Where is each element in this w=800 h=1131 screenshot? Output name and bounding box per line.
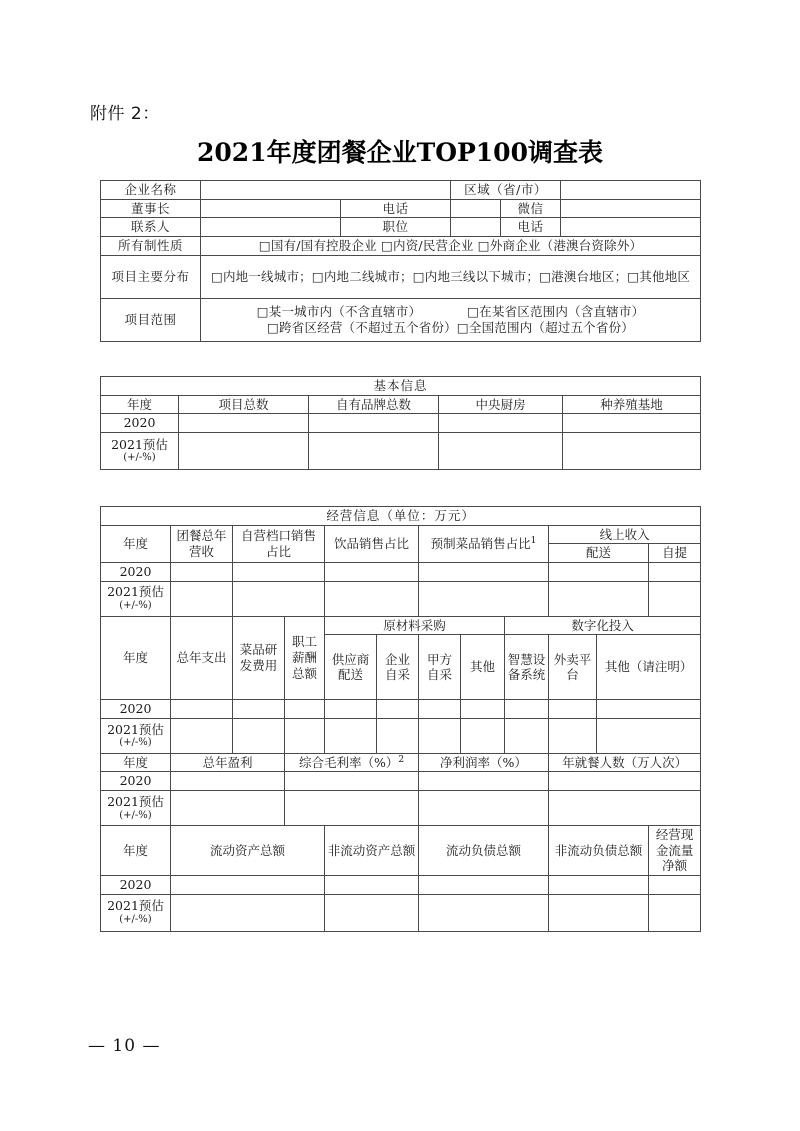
cell-other-digital-2020[interactable] <box>597 700 701 719</box>
cell-own-brands-2021[interactable] <box>309 432 439 469</box>
basic-info-table <box>100 376 701 470</box>
cell-total-projects-2021[interactable] <box>179 432 309 469</box>
label-position: 职位 <box>341 218 451 237</box>
cell-central-kitchen-2020[interactable] <box>439 414 563 433</box>
label-wechat: 微信 <box>501 199 561 218</box>
row-year-2021-est <box>101 432 179 469</box>
scope-option-nationwide[interactable]: □全国范围内（超过五个省份） <box>456 319 634 335</box>
table-row <box>101 616 701 635</box>
table-row <box>101 395 701 414</box>
header-total-projects: 项目总数 <box>179 395 309 414</box>
label-contact-phone: 电话 <box>501 218 561 237</box>
cell-enterprise-purchase-2020[interactable] <box>377 700 419 719</box>
label-project-scope: 项目范围 <box>101 298 201 341</box>
table-row <box>101 414 701 433</box>
cell-total-profit-2020[interactable] <box>171 772 285 791</box>
header-expense-year: 年度 <box>101 616 171 700</box>
cell-total-expense-2020[interactable] <box>171 700 233 719</box>
cell-beverage-2021[interactable] <box>325 581 419 616</box>
cell-net-margin-2021[interactable] <box>419 791 549 826</box>
header-raw-material: 原材料采购 <box>325 616 505 635</box>
header-rd-expense: 菜品研发费用 <box>233 616 285 700</box>
cell-noncurrent-assets-2020[interactable] <box>325 875 419 894</box>
header-online-delivery: 配送 <box>549 544 649 563</box>
label-ownership: 所有制性质 <box>101 236 201 255</box>
cell-rd-expense-2021[interactable] <box>233 718 285 753</box>
table-row <box>101 298 701 341</box>
header-total-profit: 总年盈利 <box>171 753 285 772</box>
scope-option-city[interactable]: □某一城市内（不含直辖市） <box>256 303 422 319</box>
project-scope-line-2 <box>203 320 698 336</box>
ownership-options[interactable]: □国有/国有控股企业 □内资/民营企业 □外商企业（港澳台资除外） <box>201 236 701 255</box>
cell-online-pickup-2021[interactable] <box>649 581 701 616</box>
header-beverage-ratio: 饮品销售占比 <box>325 525 419 562</box>
cell-smart-equipment-2021[interactable] <box>505 718 549 753</box>
scope-option-multiprovince[interactable]: □跨省区经营（不超过五个省份） <box>267 319 457 335</box>
cell-beverage-2020[interactable] <box>325 562 419 581</box>
project-distribution-options[interactable]: □内地一线城市；□内地二线城市；□内地三线以下城市；□港澳台地区；□其他地区 <box>201 255 701 298</box>
cell-online-delivery-2020[interactable] <box>549 562 649 581</box>
table-row <box>101 875 701 894</box>
table-row <box>101 562 701 581</box>
cell-gross-margin-2021[interactable] <box>285 791 419 826</box>
header-total-expense: 总年支出 <box>171 616 233 700</box>
cell-current-assets-2020[interactable] <box>171 875 325 894</box>
cell-other-digital-2021[interactable] <box>597 718 701 753</box>
operating-info-table <box>100 506 701 932</box>
table-row <box>101 753 701 772</box>
cell-current-liabilities-2020[interactable] <box>419 875 549 894</box>
table-row <box>101 791 701 826</box>
header-revenue-year: 年度 <box>101 525 171 562</box>
table-row <box>101 772 701 791</box>
table-row <box>101 700 701 719</box>
assets-year-2021-label: 2021预估 <box>107 898 164 914</box>
field-chairman[interactable] <box>201 199 341 218</box>
label-company-name: 企业名称 <box>101 181 201 200</box>
row-expense-2020: 2020 <box>101 700 171 719</box>
cell-farming-base-2021[interactable] <box>563 432 701 469</box>
cell-supplier-delivery-2021[interactable] <box>325 718 377 753</box>
field-wechat[interactable] <box>561 199 701 218</box>
cell-client-purchase-2021[interactable] <box>419 718 461 753</box>
header-current-liabilities: 流动负债总额 <box>419 826 549 876</box>
expense-year-2021-label: 2021预估 <box>107 721 164 737</box>
header-annual-diners: 年就餐人数（万人次） <box>549 753 701 772</box>
header-operating-cash-flow: 经营现金流量净额 <box>649 826 701 876</box>
row-profit-2020: 2020 <box>101 772 171 791</box>
header-net-margin: 净利润率（%） <box>419 753 549 772</box>
table-row <box>101 432 701 469</box>
label-region: 区域（省/市） <box>451 181 561 200</box>
field-position[interactable] <box>451 218 501 237</box>
cell-self-counter-2021[interactable] <box>233 581 325 616</box>
cell-prepared-dish-2020[interactable] <box>419 562 549 581</box>
header-current-assets: 流动资产总额 <box>171 826 325 876</box>
table-row <box>101 218 701 237</box>
row-year-2020: 2020 <box>101 414 179 433</box>
assets-year-2021-note: (+/-%) <box>119 914 152 926</box>
header-prepared-dish-ratio <box>419 525 549 562</box>
cell-operating-cash-flow-2020[interactable] <box>649 875 701 894</box>
prepared-dish-ratio-footnote-marker: 1 <box>530 535 537 546</box>
field-chairman-phone[interactable] <box>451 199 501 218</box>
header-enterprise-purchase: 企业自采 <box>377 635 419 700</box>
cell-total-profit-2021[interactable] <box>171 791 285 826</box>
field-region[interactable] <box>561 181 701 200</box>
cell-takeaway-platform-2020[interactable] <box>549 700 597 719</box>
cell-current-assets-2021[interactable] <box>171 894 325 931</box>
header-takeaway-platform: 外卖平台 <box>549 635 597 700</box>
header-own-brands: 自有品牌总数 <box>309 395 439 414</box>
profit-year-2021-label: 2021预估 <box>107 793 164 809</box>
cell-other-purchase-2021[interactable] <box>461 718 505 753</box>
label-contact: 联系人 <box>101 218 201 237</box>
table-row <box>101 581 701 616</box>
label-chairman: 董事长 <box>101 199 201 218</box>
operating-info-banner: 经营信息（单位：万元） <box>101 507 701 526</box>
page-title: 2021年度团餐企业TOP100调查表 <box>197 138 603 167</box>
header-assets-year: 年度 <box>101 826 171 876</box>
cell-net-margin-2020[interactable] <box>419 772 549 791</box>
header-other-purchase: 其他 <box>461 635 505 700</box>
cell-noncurrent-liabilities-2020[interactable] <box>549 875 649 894</box>
page-number-footer: — 10 — <box>88 1036 161 1056</box>
table-row <box>101 894 701 931</box>
header-noncurrent-assets: 非流动资产总额 <box>325 826 419 876</box>
cell-operating-cash-flow-2021[interactable] <box>649 894 701 931</box>
expense-year-2021-note: (+/-%) <box>119 737 152 749</box>
cell-prepared-dish-2021[interactable] <box>419 581 549 616</box>
attachment-label: 附件 2： <box>90 104 160 124</box>
cell-rd-expense-2020[interactable] <box>233 700 285 719</box>
company-info-table <box>100 180 701 342</box>
row-assets-2020: 2020 <box>101 875 171 894</box>
cell-noncurrent-liabilities-2021[interactable] <box>549 894 649 931</box>
cell-farming-base-2020[interactable] <box>563 414 701 433</box>
cell-online-delivery-2021[interactable] <box>549 581 649 616</box>
revenue-year-2021-label: 2021预估 <box>107 584 164 600</box>
header-farming-base: 种养殖基地 <box>563 395 701 414</box>
basic-info-banner: 基本信息 <box>101 377 701 396</box>
table-row <box>101 181 701 200</box>
label-chairman-phone: 电话 <box>341 199 451 218</box>
profit-year-2021-note: (+/-%) <box>119 809 152 821</box>
header-noncurrent-liabilities: 非流动负债总额 <box>549 826 649 876</box>
year-2021-note: (+/-%) <box>123 452 156 464</box>
table-row <box>101 377 701 396</box>
cell-central-kitchen-2021[interactable] <box>439 432 563 469</box>
header-supplier-delivery: 供应商配送 <box>325 635 377 700</box>
project-scope-options[interactable] <box>201 298 701 341</box>
header-client-purchase: 甲方自采 <box>419 635 461 700</box>
cell-online-pickup-2020[interactable] <box>649 562 701 581</box>
year-2021-label: 2021预估 <box>111 436 168 452</box>
table-row <box>101 199 701 218</box>
header-central-kitchen: 中央厨房 <box>439 395 563 414</box>
header-digital-investment: 数字化投入 <box>505 616 701 635</box>
header-smart-equipment: 智慧设备系统 <box>505 635 549 700</box>
table-row <box>101 826 701 876</box>
header-profit-year: 年度 <box>101 753 171 772</box>
table-row <box>101 718 701 753</box>
cell-annual-diners-2021[interactable] <box>549 791 701 826</box>
cell-own-brands-2020[interactable] <box>309 414 439 433</box>
revenue-year-2021-note: (+/-%) <box>119 600 152 612</box>
cell-smart-equipment-2020[interactable] <box>505 700 549 719</box>
field-contact[interactable] <box>201 218 341 237</box>
scope-option-province[interactable]: □在某省区范围内（含直辖市） <box>467 303 645 319</box>
prepared-dish-ratio-text: 预制菜品销售占比 <box>430 535 531 551</box>
field-company-name[interactable] <box>201 181 451 200</box>
cell-takeaway-platform-2021[interactable] <box>549 718 597 753</box>
header-online-pickup: 自提 <box>649 544 701 563</box>
cell-supplier-delivery-2020[interactable] <box>325 700 377 719</box>
header-staff-salary: 职工薪酬总额 <box>285 616 325 700</box>
table-row <box>101 525 701 544</box>
table-row <box>101 507 701 526</box>
row-assets-2021-est <box>101 894 171 931</box>
cell-other-purchase-2020[interactable] <box>461 700 505 719</box>
gross-margin-footnote-marker: 2 <box>398 754 405 765</box>
cell-revenue-total-2021[interactable] <box>171 581 233 616</box>
cell-revenue-total-2020[interactable] <box>171 562 233 581</box>
header-self-counter-ratio: 自营档口销售占比 <box>233 525 325 562</box>
row-revenue-2020: 2020 <box>101 562 171 581</box>
row-profit-2021-est <box>101 791 171 826</box>
table-row <box>101 255 701 298</box>
gross-margin-text: 综合毛利率（%） <box>298 754 399 770</box>
cell-total-projects-2020[interactable] <box>179 414 309 433</box>
cell-staff-salary-2020[interactable] <box>285 700 325 719</box>
cell-total-expense-2021[interactable] <box>171 718 233 753</box>
cell-noncurrent-assets-2021[interactable] <box>325 894 419 931</box>
cell-enterprise-purchase-2021[interactable] <box>377 718 419 753</box>
cell-self-counter-2020[interactable] <box>233 562 325 581</box>
header-total-revenue: 团餐总年营收 <box>171 525 233 562</box>
label-project-distribution: 项目主要分布 <box>101 255 201 298</box>
cell-client-purchase-2020[interactable] <box>419 700 461 719</box>
header-online-income: 线上收入 <box>549 525 701 544</box>
header-other-digital: 其他（请注明） <box>597 635 701 700</box>
field-contact-phone[interactable] <box>561 218 701 237</box>
row-revenue-2021-est <box>101 581 171 616</box>
project-scope-line-1 <box>203 304 698 320</box>
table-row <box>101 236 701 255</box>
row-expense-2021-est <box>101 718 171 753</box>
cell-annual-diners-2020[interactable] <box>549 772 701 791</box>
header-gross-margin <box>285 753 419 772</box>
cell-staff-salary-2021[interactable] <box>285 718 325 753</box>
cell-current-liabilities-2021[interactable] <box>419 894 549 931</box>
cell-gross-margin-2020[interactable] <box>285 772 419 791</box>
header-year: 年度 <box>101 395 179 414</box>
